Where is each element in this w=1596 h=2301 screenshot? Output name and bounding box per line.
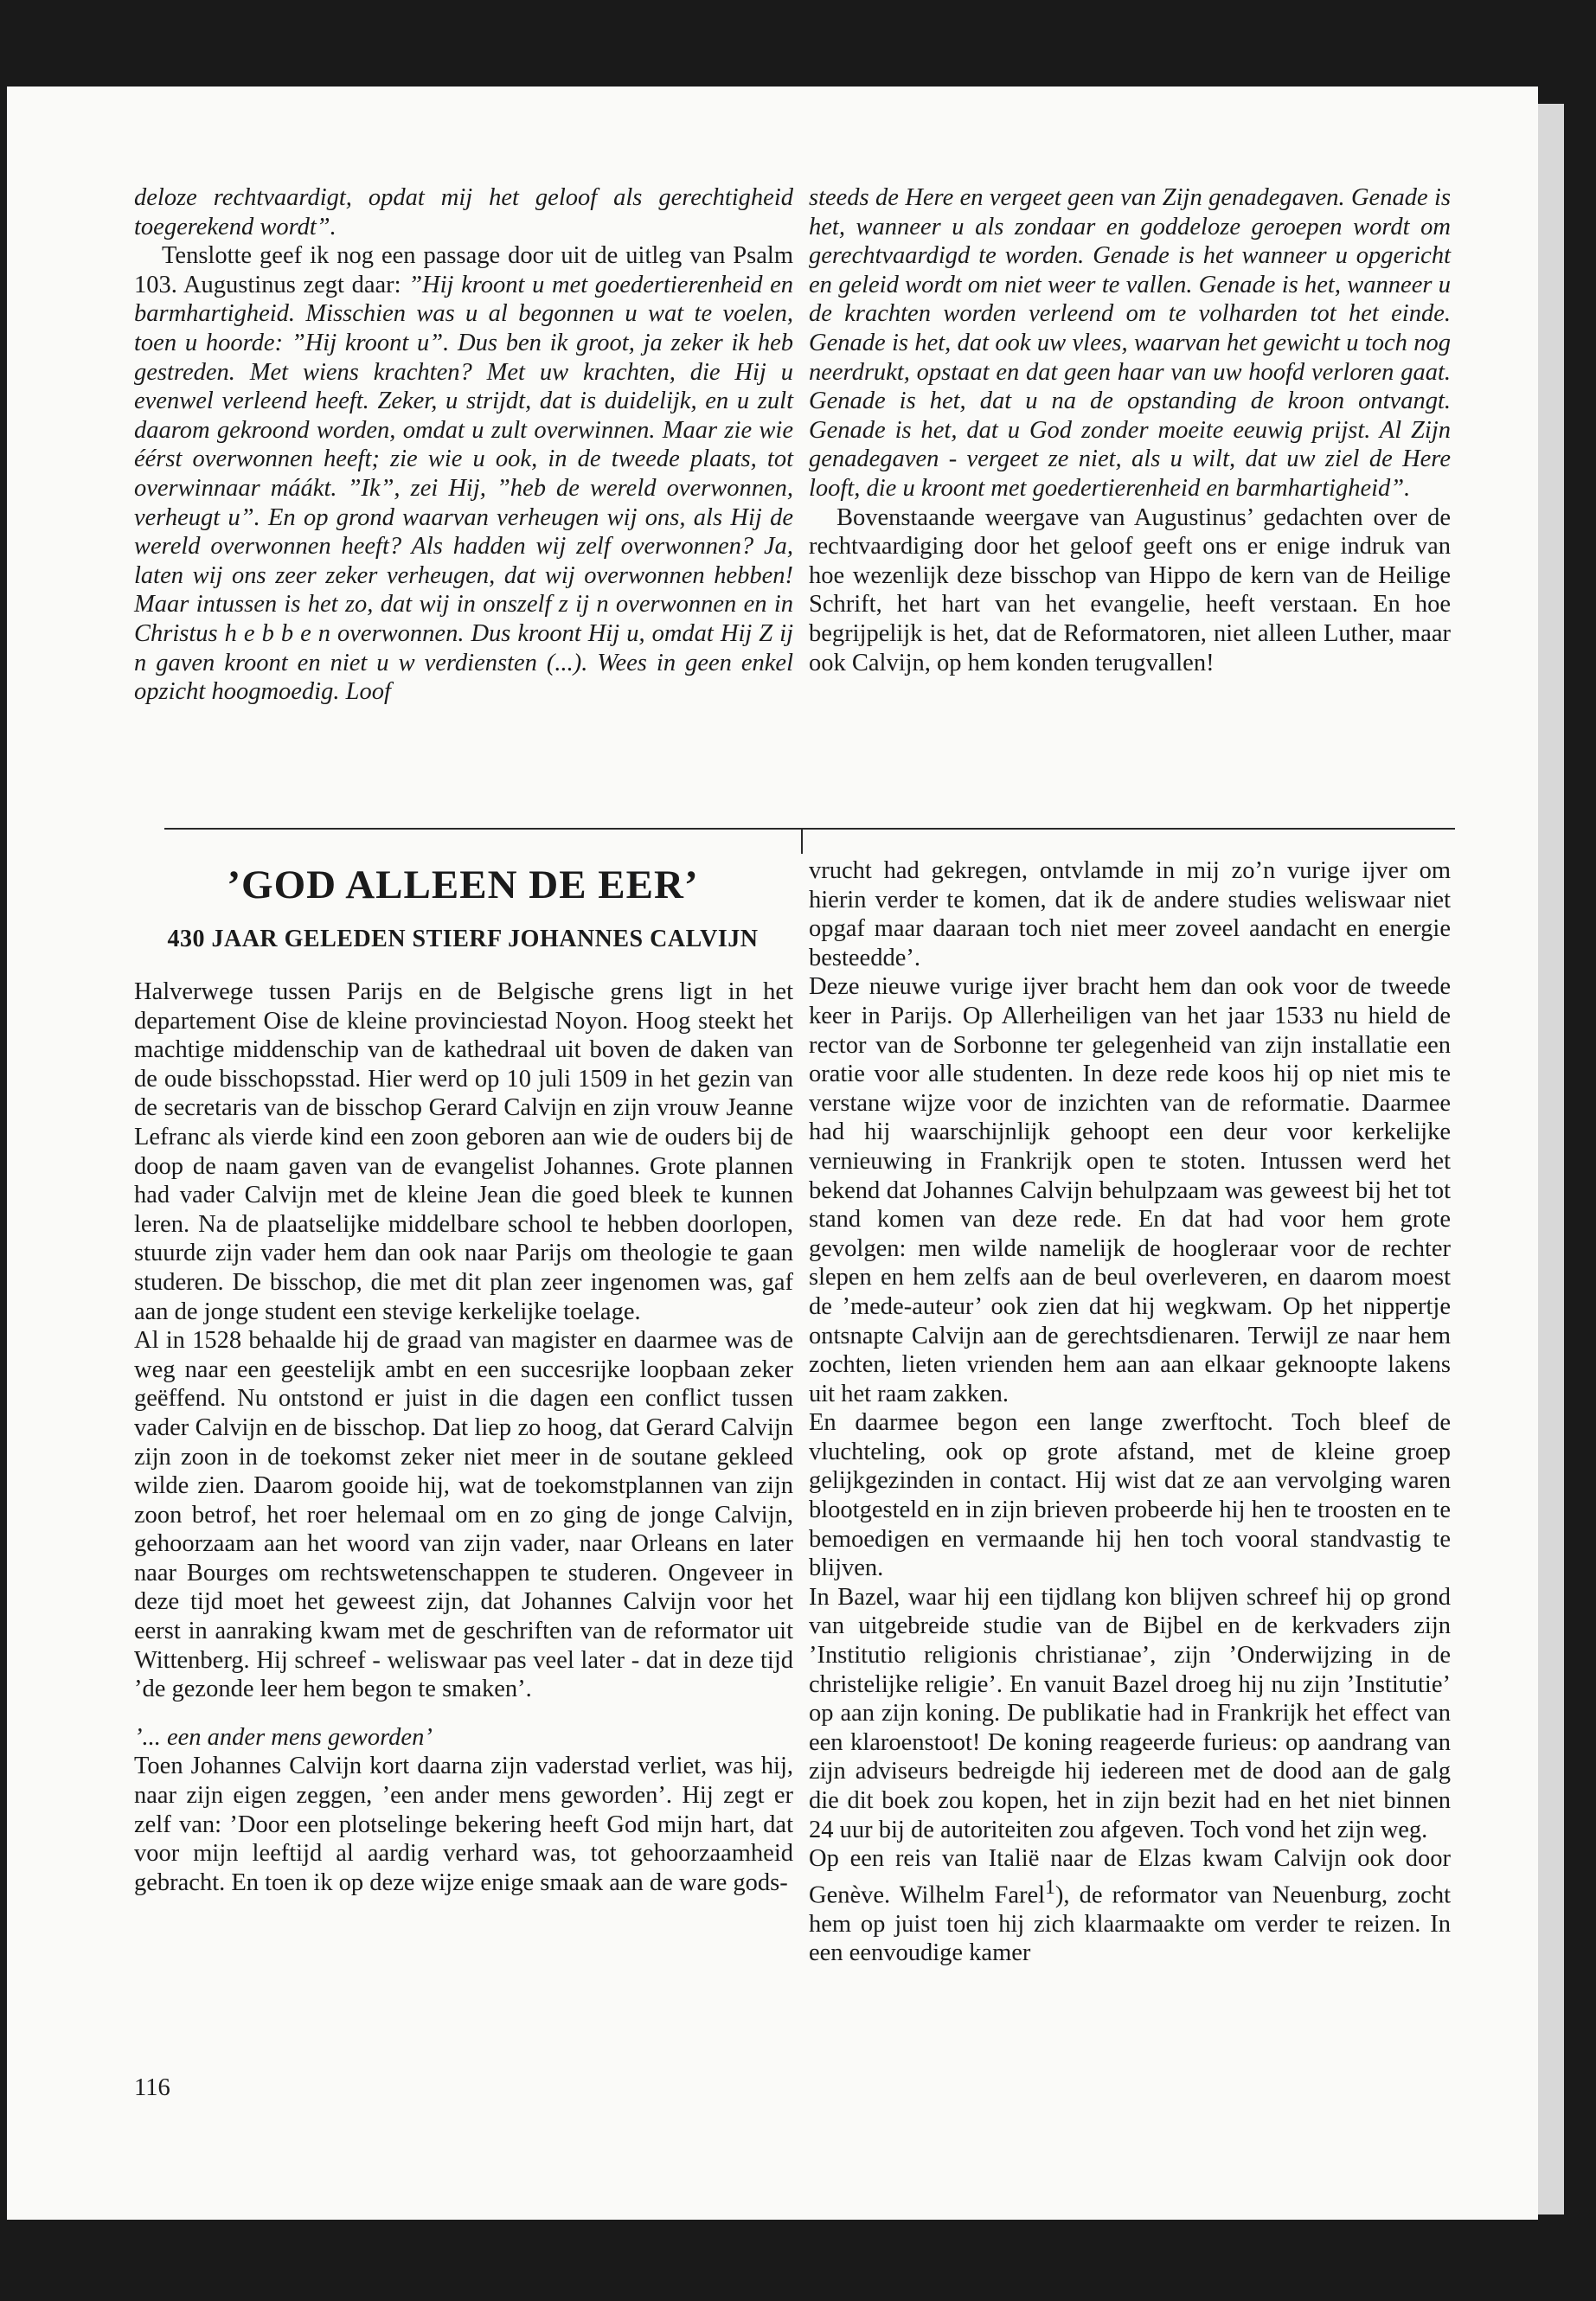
scan-border-bottom	[0, 2220, 1596, 2301]
magister-paragraph: Al in 1528 behaalde hij de graad van magister en daarmee was de weg naar een geestelijk ambt en een succesrijke loopbaan zeker geëffend. Nu ontstond er juist in die dagen een conflict tussen vader Calvijn en de bisschop. Dat liep zo hoog, dat Gerard Calvijn zijn zoon in de toekomst zeker niet meer in de soutane gekleed wilde zien. Daarom gooide hij, wat de toekomstplannen van zijn zoon betrof, het roer helemaal om en zo ging de jonge Calvijn, gehoorzaam aan het woord van zijn vader, naar Orleans en later naar Bourges om rechtswetenschappen te studeren. Ongeveer in deze tijd moet het geweest zijn, dat Johannes Calvijn voor het eerst in aanraking kwam met de geschriften van de reformator uit Wittenberg. Hij schreef - weliswaar pas veel later - dat in deze tijd ’de gezonde leer hem begon te smaken’.	[134, 1327, 793, 1703]
column-divider-tick	[801, 828, 803, 854]
augustine-quote-ending: deloze rechtvaardigt, opdat mij het geloof als gerechtigheid toegerekend wordt”.	[134, 184, 793, 240]
scan-border-top	[0, 0, 1596, 87]
grace-quote: steeds de Here en vergeet geen van Zijn genadegaven. Genade is het, wanneer u als zondaar en goddeloze geroepen wordt om gerechtvaardigd te worden. Genade is het wanneer u opgericht en geleid wordt om niet weer te vallen. Genade is het, wanneer u de krachten worden verleend om te volharden tot het einde. Genade is het, dat ook uw vlees, waarvan het gewicht u toch nog neerdrukt, opstaat en dat geen haar van uw hoofd verloren gaat. Genade is het, dat u na de opstanding de kroon ontvangt. Genade is het, dat u God zonder moeite eeuwig prijst. Al Zijn genadegaven - vergeet ze niet, als u wilt, dat uw ziel de Here looft, die u kroont met goedertierenheid en barmhartigheid”.	[809, 184, 1451, 502]
psalm-intro-text: Tenslotte geef ik nog een passage door uit de uitleg van Psalm 103. Augustinus zegt daar:	[134, 242, 793, 298]
geneva-paragraph	[809, 1844, 1451, 1968]
noyon-paragraph: Halverwege tussen Parijs en de Belgische grens ligt in het departement Oise de kleine provinciestad Noyon. Hoog steekt het machtige middenschip van de kathedraal uit boven de daken van de oude bisschopsstad. Hier werd op 10 juli 1509 in het gezin van de secretaris van de bisschop Gerard Calvijn en zijn vrouw Jeanne Lefranc als vierde kind een zoon geboren aan wie de ouders bij de doop de naam gaven van de evangelist Johannes. Grote plannen had vader Calvijn met de kleine Jean die goed bleek te kunnen leren. Na de plaatselijke middelbare school te hebben doorlopen, stuurde zijn vader hem dan ook naar Parijs om theologie te gaan studeren. De bisschop, die met dit plan zeer ingenomen was, gaf aan de jonge student een stevige kerkelijke toelage.	[134, 978, 793, 1325]
geneva-text-end: ), de reformator van Neuenburg, zocht hem op juist toen hij zich klaarmaakte om verder te reizen. In een eenvoudige kamer	[809, 1881, 1451, 1967]
top-left-column	[134, 183, 793, 707]
sorbonne-paragraph: Deze nieuwe vurige ijver bracht hem dan ook voor de tweede keer in Parijs. Op Allerheiligen van het jaar 1533 nu hield de rector van de Sorbonne ter gelegenheid van zijn installatie een oratie voor alle studenten. In deze rede koos hij op niet mis te verstane wijze voor de inzichten van de reformatie. Daarmee had hij waarschijnlijk gehoopt een deur voor kerkelijke vernieuwing in Frankrijk open te stoten. Intussen werd het bekend dat Johannes Calvijn behulpzaam was geweest bij het tot stand komen van deze rede. En dat had voor hem grote gevolgen: men wilde namelijk de hoogleraar voor de rechter slepen en hem zelfs aan de beul overleveren, en daarom moest de ’mede-auteur’ ook zien dat hij wegkwam. Op het nippertje ontsnapte Calvijn aan de gerechtsdienaren. Terwijl ze naar hem zochten, lieten vrienden hem aan aan elkaar geknoopte lakens uit het raam zakken.	[809, 973, 1451, 1407]
book-spine-edge	[1538, 104, 1564, 2214]
psalm-quote: ”Hij kroont u met goedertierenheid en barmhartigheid. Misschien was u al begonnen u wat te voelen, toen u hoorde: ”Hij kroont u”. Dus ben ik groot, ja zeker ik heb gestreden. Met wiens krachten? Met uw krachten, die Hij u evenwel verleend heeft. Zeker, u strijdt, dat is duidelijk, en u zult daarom gekroond worden, omdat u zult overwinnen. Maar zie wie éérst overwonnen heeft; zie wie u ook, in de tweede plaats, tot overwinnaar máákt. ”Ik”, zei Hij, ”heb de wereld overwonnen, verheugt u”. En op grond waarvan verheugen wij ons, als Hij de wereld overwonnen heeft? Als hadden wij zelf overwonnen? Ja, laten wij ons zeer zeker verheugen, dat wij overwonnen hebben! Maar intussen is het zo, dat wij in onszelf z ij n overwonnen en in Christus h e b b e n overwonnen. Dus kroont Hij u, omdat Hij Z ij n gaven kroont en niet u w verdiensten (...). Wees in geen enkel opzicht hoogmoedig. Loof	[134, 271, 793, 706]
page-number: 116	[134, 2074, 170, 2101]
footnote-marker: 1	[1045, 1875, 1055, 1899]
conversion-paragraph: Toen Johannes Calvijn kort daarna zijn vaderstad verliet, was hij, naar zijn eigen zeggen, ’een ander mens geworden’. Hij zegt er zelf van: ’Door een plotselinge bekering heeft God mijn hart, dat voor mijn leeftijd al aardig verhard was, tot gehoorzaamheid gebracht. En toen ik op deze wijze enige smaak aan de ware gods-	[134, 1753, 793, 1896]
article-right-column	[809, 856, 1451, 1968]
scan-border-left	[0, 87, 7, 2220]
wandering-paragraph: En daarmee begon een lange zwerftocht. Toch bleef de vluchteling, ook op grote afstand, met de kleine groep gelijkgezinden in contact. Hij wist dat ze aan vervolging waren blootgesteld en in zijn brieven probeerde hij hen te troosten en te bemoedigen en vermaande hij hen toch vooral standvastig te blijven.	[809, 1409, 1451, 1582]
institutes-paragraph: In Bazel, waar hij een tijdlang kon blijven schreef hij op grond van uitgebreide studie van de Bijbel en de kerkvaders zijn ’Institutio religionis christianae’, zijn ’Onderwijzing in de christelijke religie’. En vanuit Bazel droeg hij nu zijn ’Institutie’ op aan zijn koning. De publikatie had in Frankrijk het effect van een klaroenstoot! De koning reageerde furieus: op aandrang van zijn adviseurs bedreigde hij iedereen met de dood aan de galg die dit boek zou kopen, het in zijn bezit had en het niet binnen 24 uur bij de autoriteiten zou afgeven. Toch vond het zijn weg.	[809, 1583, 1451, 1843]
geneva-text-start: Op een reis van Italië naar de Elzas kwam Calvijn ook door Genève. Wilhelm Farel	[809, 1845, 1451, 1909]
section-divider	[164, 828, 1455, 830]
section-subheading: ’... een ander mens geworden’	[134, 1723, 433, 1751]
article-subtitle: 430 JAAR GELEDEN STIERF JOHANNES CALVIJN	[167, 926, 759, 952]
article-left-column	[134, 977, 793, 1897]
article-title: ’GOD ALLEEN DE EER’	[227, 862, 699, 907]
psalm-103-paragraph	[134, 241, 793, 707]
zeal-paragraph: vrucht had gekregen, ontvlamde in mij zo’n vurige ijver om hierin verder te komen, dat ik de andere studies weliswaar niet opgaf maar daaraan toch niet meer zoveel aandacht en energie besteedde’.	[809, 857, 1451, 971]
augustine-conclusion-paragraph: Bovenstaande weergave van Augustinus’ gedachten over de rechtvaardiging door het geloof geeft ons er enige indruk van hoe wezenlijk deze bisschop van Hippo de kern van de Heilige Schrift, het hart van het evangelie, heeft verstaan. En hoe begrijpelijk is het, dat de Reformatoren, niet alleen Luther, maar ook Calvijn, op hem konden terugvallen!	[809, 503, 1451, 676]
top-right-column	[809, 183, 1451, 677]
